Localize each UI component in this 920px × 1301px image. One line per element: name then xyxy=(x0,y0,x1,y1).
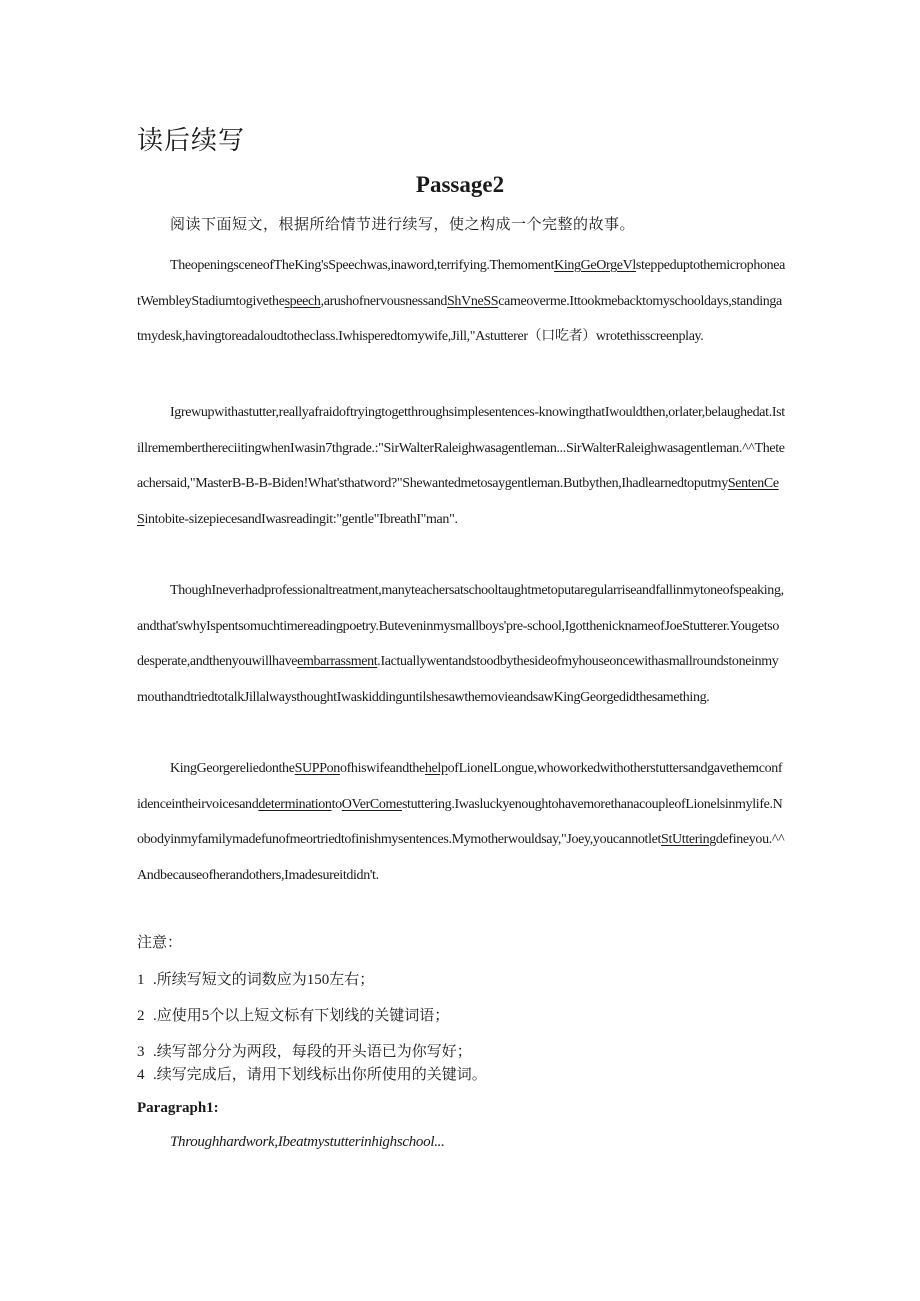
note-number: 1 xyxy=(137,972,145,988)
keyword-underlined: StUttering xyxy=(661,832,716,847)
passage-text: TheopeningsceneofTheKing'sSpeechwas,inaword,terrifying.Themoment xyxy=(170,258,555,273)
keyword-underlined: OVerCome xyxy=(341,796,402,812)
passage-text: cameoverme.Ittookmebacktomyschooldays,standingatmydesk,havingtoreadaloudtotheclass.Iwhisperedtomywife,Jill,"Astutterer（口吃者）wrotethisscreenplay. xyxy=(137,293,782,344)
passage-text: .IactuallywentandstoodbythesideofmyhouseoncewithasmallroundstoneinmymouthandtriedtotalkJillalwaysthoughtIwaskiddinguntilshesawthemovieandsawKingGeorgedidthesamething. xyxy=(137,654,779,705)
keyword-underlined: ShVneSS xyxy=(447,293,499,309)
note-item xyxy=(137,1063,487,1084)
paragraph-opening: Throughhardwork,Ibeatmystutterinhighschool... xyxy=(170,1134,445,1150)
keyword-underlined: embarrassment xyxy=(297,654,378,669)
note-number: 4 xyxy=(137,1067,145,1083)
note-text: .续写部分分为两段，每段的开头语已为你写好； xyxy=(153,1044,472,1060)
passage-text: stuttering.IwasluckyenoughtohavemorethanacoupleofLionelsinmylife.Nobodyinmyfamilymadefunofmeortriedtofinishmysentences.Mymotherwouldsay,"Joey,youcannotlet xyxy=(137,796,783,847)
passage-text: ThoughIneverhadprofessionaltreatment,manyteachersatschooltaughtmetoputaregularriseandfallinmytoneofspeaking,andthat'swhyIspentsomuchtimereadingpoetry.Buteveninmysmallboys'pre-school,IgotthenicknameofJoeStutterer.Yougetsodesperate,andthenyouwillhave xyxy=(137,583,784,669)
keyword-underlined: speech xyxy=(284,293,321,309)
paragraph-label: Paragraph1: xyxy=(137,1100,219,1116)
passage-text: steppeduptothemicrophoneatWembleyStadiumtogivethe xyxy=(137,258,786,309)
passage-paragraph-3 xyxy=(137,573,785,715)
note-text: .所续写短文的词数应为150左右； xyxy=(153,972,375,988)
passage-text: to xyxy=(331,796,342,812)
keyword-underlined: SentenCeS xyxy=(137,476,779,527)
note-number: 3 xyxy=(137,1044,145,1060)
passage-text: ofhiswifeandthe xyxy=(339,761,425,776)
passage-paragraph-4 xyxy=(137,751,785,893)
note-item xyxy=(137,1040,472,1061)
keyword-underlined: KingGeOrgeVl xyxy=(554,258,636,273)
passage-paragraph-2 xyxy=(137,395,785,537)
note-item xyxy=(137,1004,449,1025)
passage-text: KingGeorgereliedonthe xyxy=(170,761,295,776)
section-heading: 读后续写 xyxy=(137,126,246,155)
keyword-underlined: help xyxy=(424,761,448,776)
notes-title: 注意： xyxy=(137,935,183,951)
passage-text: Igrewupwithastutter,reallyafraidoftryingtogetthroughsimplesentences-knowingthatIwouldthen,orlater,belaughedat.IstillrememberthereciitingwhenIwasin7thgrade.:"SirWalterRaleighwasagentleman...SirWalterRaleighwasagentleman.^^Theteachersaid,"MasterB-B-B-Biden!What'sthatword?"Shewantedmetosaygentleman.Butbythen,Ihadlearnedtoputmy xyxy=(137,405,785,491)
passage-text: intobite-sizepiecesandIwasreadingit:"gentle"IbreathI"man". xyxy=(144,511,458,527)
note-text: .应使用5个以上短文标有下划线的关键词语； xyxy=(153,1008,450,1024)
passage-text: ,arushofnervousnessand xyxy=(320,293,447,309)
note-number: 2 xyxy=(137,1008,145,1024)
note-item xyxy=(137,968,374,989)
keyword-underlined: determination xyxy=(258,796,332,812)
instruction-text: 阅读下面短文，根据所给情节进行续写，使之构成一个完整的故事。 xyxy=(170,217,636,233)
passage-title: Passage2 xyxy=(415,172,505,197)
note-text: .续写完成后，请用下划线标出你所使用的关键词。 xyxy=(153,1067,487,1083)
keyword-underlined: SUPPon xyxy=(294,761,340,776)
passage-paragraph-1 xyxy=(137,248,785,355)
passage-text: ofLionelLongue,whoworkedwithotherstuttersandgavethemconfidenceintheirvoicesand xyxy=(137,761,783,812)
passage-text: defineyou.^^Andbecauseofherandothers,Imadesureitdidn't. xyxy=(137,832,785,883)
